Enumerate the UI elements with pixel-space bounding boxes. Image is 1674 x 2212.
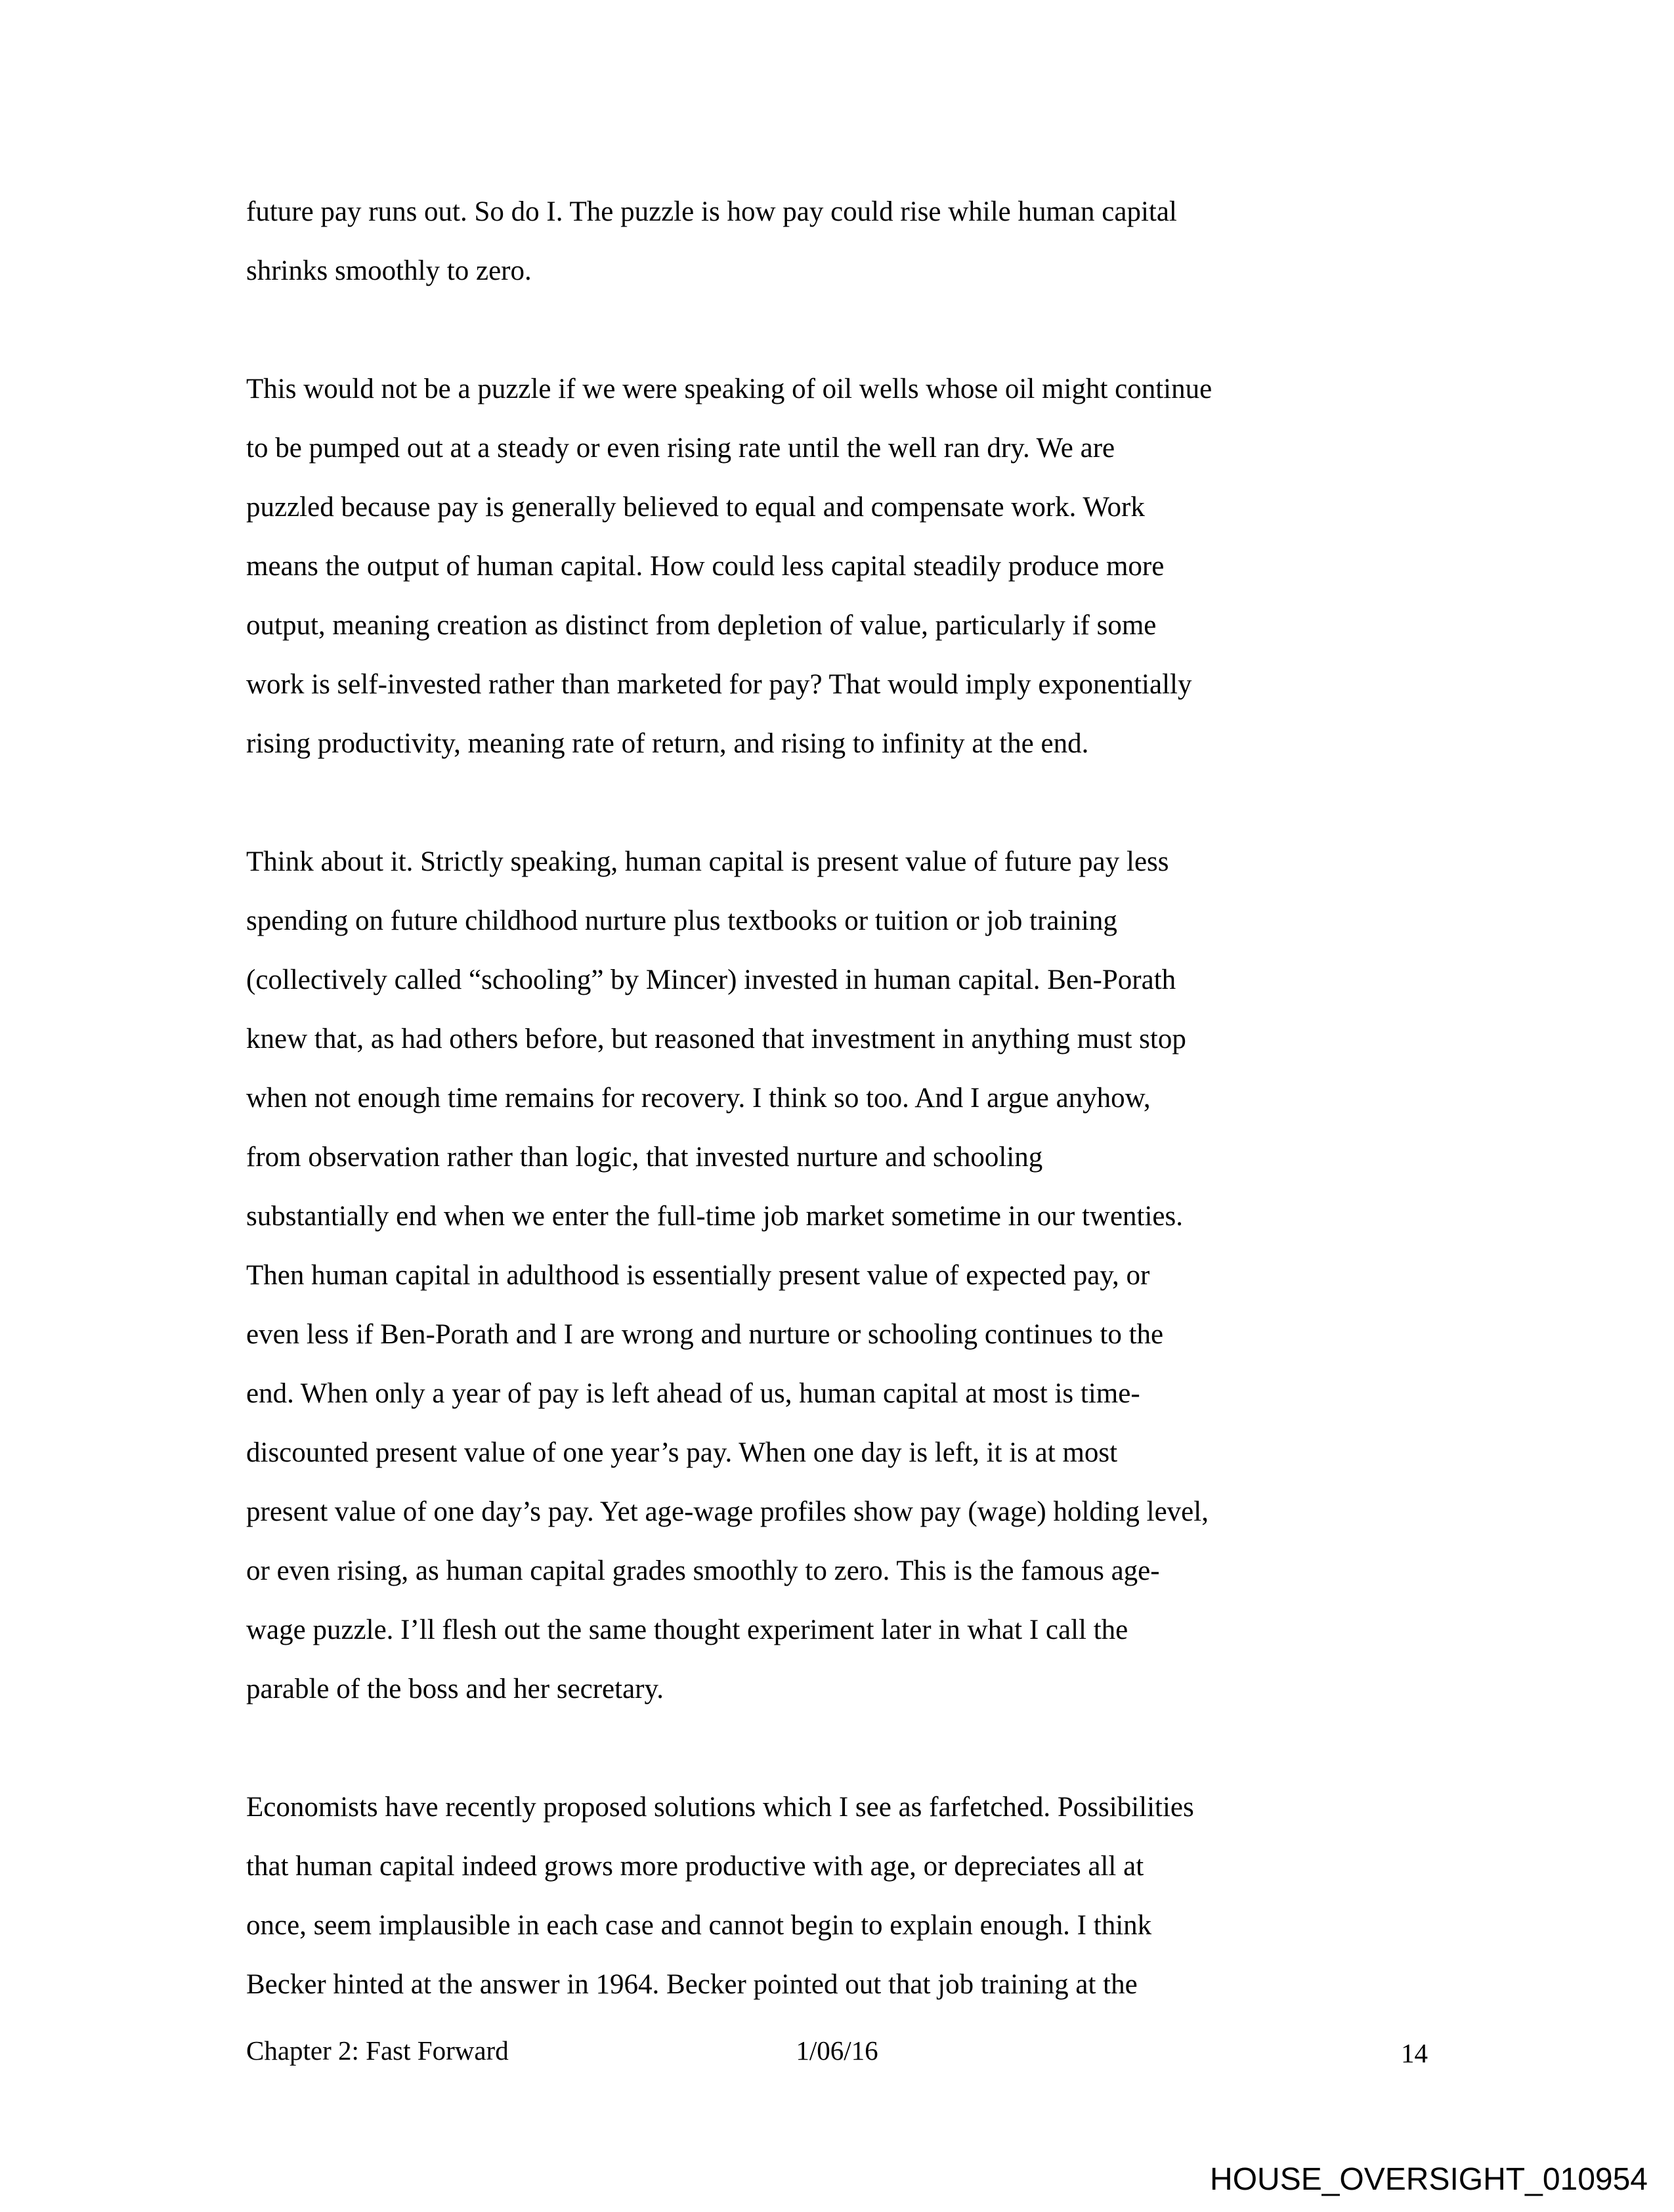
footer-date: 1/06/16 bbox=[796, 2035, 878, 2066]
text-line: Economists have recently proposed solutions which I see as farfetched. Possibilities bbox=[246, 1792, 1194, 1823]
text-line: once, seem implausible in each case and cannot begin to explain enough. I think bbox=[246, 1910, 1152, 1941]
footer-chapter-label: Chapter 2: Fast Forward bbox=[246, 2035, 509, 2066]
bates-stamp: HOUSE_OVERSIGHT_010954 bbox=[1210, 2162, 1648, 2197]
page-body bbox=[246, 183, 1434, 2014]
text-line: spending on future childhood nurture plus textbooks or tuition or job training bbox=[246, 905, 1117, 936]
text-line: Then human capital in adulthood is essentially present value of expected pay, or bbox=[246, 1260, 1150, 1291]
text-line: or even rising, as human capital grades smoothly to zero. This is the famous age- bbox=[246, 1555, 1160, 1586]
paragraph-1 bbox=[246, 183, 1434, 301]
paragraph-2 bbox=[246, 360, 1434, 773]
text-line: output, meaning creation as distinct from depletion of value, particularly if some bbox=[246, 610, 1157, 641]
text-line: shrinks smoothly to zero. bbox=[246, 255, 532, 286]
text-line: (collectively called “schooling” by Mincer) invested in human capital. Ben-Porath bbox=[246, 965, 1176, 995]
text-line: means the output of human capital. How could less capital steadily produce more bbox=[246, 551, 1165, 582]
text-line: when not enough time remains for recovery. I think so too. And I argue anyhow, bbox=[246, 1083, 1151, 1114]
text-line: future pay runs out. So do I. The puzzle is how pay could rise while human capital bbox=[246, 196, 1177, 227]
text-line: end. When only a year of pay is left ahead of us, human capital at most is time- bbox=[246, 1378, 1140, 1409]
text-line: Becker hinted at the answer in 1964. Becker pointed out that job training at the bbox=[246, 1969, 1138, 2000]
text-line: parable of the boss and her secretary. bbox=[246, 1674, 664, 1704]
page-footer bbox=[246, 2021, 1428, 2080]
footer-page-number: 14 bbox=[1401, 2038, 1428, 2068]
text-line: knew that, as had others before, but reasoned that investment in anything must stop bbox=[246, 1024, 1186, 1054]
paragraph-4 bbox=[246, 1778, 1434, 2014]
text-line: puzzled because pay is generally believed to equal and compensate work. Work bbox=[246, 492, 1145, 523]
text-line: present value of one day’s pay. Yet age-wage profiles show pay (wage) holding level, bbox=[246, 1496, 1209, 1527]
paragraph-3 bbox=[246, 833, 1434, 1719]
text-line: substantially end when we enter the full-time job market sometime in our twenties. bbox=[246, 1201, 1183, 1232]
text-line: work is self-invested rather than marketed for pay? That would imply exponentially bbox=[246, 669, 1192, 700]
text-line: from observation rather than logic, that invested nurture and schooling bbox=[246, 1142, 1043, 1173]
text-line: This would not be a puzzle if we were speaking of oil wells whose oil might continue bbox=[246, 374, 1213, 404]
text-line: that human capital indeed grows more productive with age, or depreciates all at bbox=[246, 1851, 1144, 1882]
text-line: even less if Ben-Porath and I are wrong and nurture or schooling continues to the bbox=[246, 1319, 1164, 1350]
text-line: discounted present value of one year’s pay. When one day is left, it is at most bbox=[246, 1437, 1118, 1468]
text-line: to be pumped out at a steady or even rising rate until the well ran dry. We are bbox=[246, 433, 1115, 464]
text-line: wage puzzle. I’ll flesh out the same thought experiment later in what I call the bbox=[246, 1615, 1128, 1645]
text-line: Think about it. Strictly speaking, human capital is present value of future pay less bbox=[246, 846, 1169, 877]
text-line: rising productivity, meaning rate of return, and rising to infinity at the end. bbox=[246, 728, 1089, 759]
